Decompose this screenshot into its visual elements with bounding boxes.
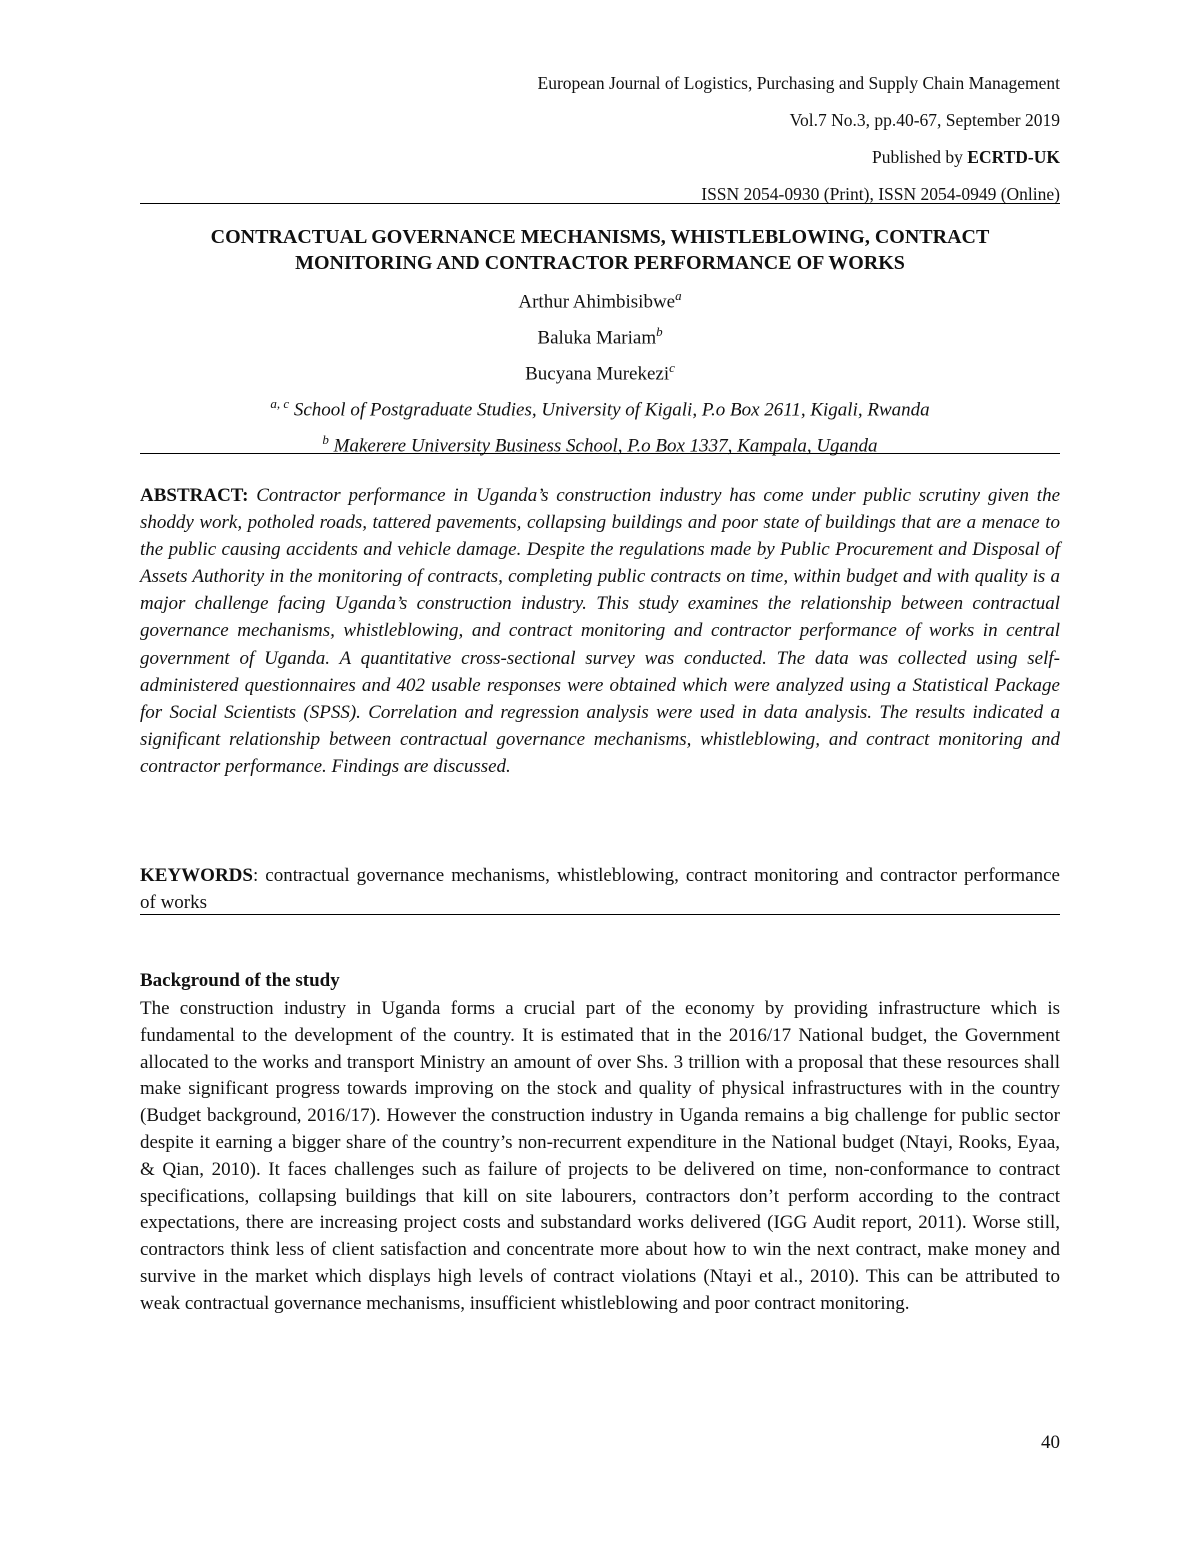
abstract-label: ABSTRACT (140, 485, 243, 506)
journal-name: European Journal of Logistics, Purchasing and Supply Chain Management (537, 73, 1060, 93)
header-divider (140, 203, 1060, 204)
keywords-text: : contractual governance mechanisms, whistleblowing, contract monitoring and contractor performance of works (140, 865, 1060, 913)
author-mark: b (656, 324, 663, 339)
page-number: 40 (1041, 1432, 1060, 1453)
author (140, 282, 1060, 318)
publisher-name: ECRTD-UK (967, 147, 1060, 167)
author-name: Baluka Mariam (537, 327, 657, 349)
affiliation-list (140, 390, 1060, 462)
keywords-label: KEYWORDS (140, 865, 253, 886)
section-heading: Background of the study (140, 970, 340, 991)
affiliation-divider (140, 453, 1060, 454)
paper-title (140, 224, 1060, 276)
volume-info: Vol.7 No.3, pp.40-67, September 2019 (789, 110, 1060, 130)
keywords-divider (140, 914, 1060, 915)
issn-line: ISSN 2054-0930 (Print), ISSN 2054-0949 (Online) (701, 184, 1060, 204)
keywords (140, 862, 1060, 916)
title-line-1: CONTRACTUAL GOVERNANCE MECHANISMS, WHISTLEBLOWING, CONTRACT (210, 226, 990, 248)
author-mark: c (669, 360, 675, 375)
publisher-line (872, 147, 1060, 167)
author (140, 318, 1060, 354)
affiliation-text: School of Postgraduate Studies, University of Kigali, P.o Box 2611, Kigali, Rwanda (289, 399, 930, 421)
abstract-text: Contractor performance in Uganda’s construction industry has come under public scrutiny given the shoddy work, potholed roads, tattered pavements, collapsing buildings and poor state of buildings that are a menace to the public causing accidents and vehicle damage. Despite the regulations made by Public Procurement and Disposal of Assets Authority in the monitoring of contracts, completing public contracts on time, within budget and with quality is a major challenge facing Uganda’s construction industry. This study examines the relationship between contractual governance mechanisms, whistleblowing, and contract monitoring and contractor performance of works in central government of Uganda. A quantitative cross-sectional survey was conducted. The data was collected using self-administered questionnaires and 402 usable responses were obtained which were analyzed using a Statistical Package for Social Scientists (SPSS). Correlation and regression analysis were used in data analysis. The results indicated a significant relationship between contractual governance mechanisms, whistleblowing, and contract monitoring and contractor performance. Findings are discussed. (140, 485, 1060, 777)
publisher-prefix: Published by (871, 147, 968, 167)
affiliation-text: Makerere University Business School, P.o Box 1337, Kampala, Uganda (328, 435, 878, 457)
author (140, 354, 1060, 390)
abstract (140, 482, 1060, 780)
affiliation-mark: a, c (270, 396, 290, 411)
abstract-separator: : (242, 485, 249, 506)
affiliation (140, 426, 1060, 462)
author-mark: a (675, 288, 682, 303)
author-name: Bucyana Murekezi (525, 363, 670, 385)
title-line-2: MONITORING AND CONTRACTOR PERFORMANCE OF WORKS (295, 252, 905, 274)
section-body: The construction industry in Uganda forms a crucial part of the economy by providing infrastructure which is fundamental to the development of the country. It is estimated that in the 2016/17 National budget, the Government allocated to the works and transport Ministry an amount of over Shs. 3 trillion with a proposal that these resources shall make significant progress towards improving on the stock and quality of physical infrastructures with in the country (Budget background, 2016/17). However the construction industry in Uganda remains a big challenge for public sector despite it earning a bigger share of the country’s non-recurrent expenditure in the National budget (Ntayi, Rooks, Eyaa, & Qian, 2010). It faces challenges such as failure of projects to be delivered on time, non-conformance to contract specifications, collapsing buildings that kill on site labourers, contractors don’t perform according to the contract expectations, there are increasing project costs and substandard works delivered (IGG Audit report, 2011). Worse still, contractors think less of client satisfaction and concentrate more about how to win the next contract, make money and survive in the market which displays high levels of contract violations (Ntayi et al., 2010). This can be attributed to weak contractual governance mechanisms, insufficient whistleblowing and poor contract monitoring. (140, 998, 1060, 1314)
affiliation-mark: b (322, 432, 329, 447)
author-name: Arthur Ahimbisibwe (518, 291, 676, 313)
paper-page (140, 0, 1060, 1553)
affiliation (140, 390, 1060, 426)
author-list (140, 282, 1060, 390)
